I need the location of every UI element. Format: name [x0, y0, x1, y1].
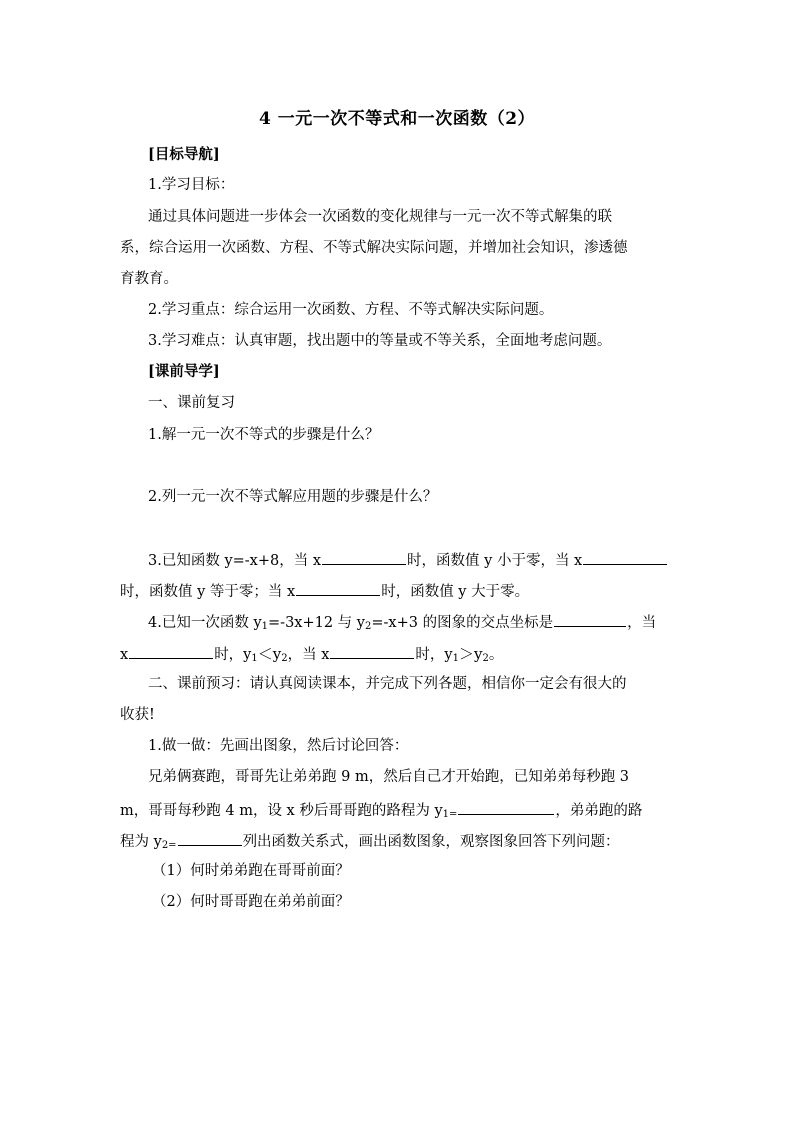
- review-question-3-line2: [120, 580, 680, 602]
- problem-line2-sub: 1=: [442, 809, 458, 820]
- q4-blank-2[interactable]: [129, 643, 213, 659]
- review-heading: 一、课前复习: [148, 395, 235, 411]
- q3-blank-3[interactable]: [296, 580, 380, 596]
- preview-task: 1.做一做：先画出图象，然后讨论回答：: [148, 738, 409, 754]
- sub-question-1: （1）何时弟弟跑在哥哥前面？: [152, 863, 350, 879]
- review-question-4-line1: [148, 611, 680, 633]
- q3-blank-1[interactable]: [322, 549, 406, 565]
- q4-text-j: ＞y: [459, 645, 483, 663]
- review-question-3-line1: [148, 549, 680, 571]
- q4-text-d: ，当: [627, 615, 657, 631]
- problem-line3: [120, 830, 680, 852]
- y2-blank[interactable]: [178, 830, 242, 846]
- section-goal-nav: [目标导航]: [148, 146, 220, 163]
- q4-sub-4: 2: [281, 653, 288, 664]
- section-pre-study: [课前导学]: [148, 363, 220, 380]
- q4-text-e: x: [120, 647, 129, 663]
- goal-2: 2.学习重点：综合运用一次函数、方程、不等式解决实际问题。: [148, 302, 554, 318]
- sub-question-2: （2）何时哥哥跑在弟弟前面？: [152, 894, 350, 910]
- problem-line1: 兄弟俩赛跑，哥哥先让弟弟跑 9 m，然后自己才开始跑，已知弟弟每秒跑 3: [148, 769, 630, 785]
- problem-line2: [120, 799, 680, 821]
- review-question-1: 1.解一元一次不等式的步骤是什么？: [148, 427, 380, 443]
- q4-sub-6: 2: [482, 653, 489, 664]
- goal-1-text-line3: 育教育。: [120, 271, 178, 287]
- problem-line3-text-b: 列出函数关系式，画出函数图象，观察图象回答下列问题：: [242, 834, 620, 850]
- q3-text-b: 时，函数值 y 小于零，当 x: [407, 553, 583, 569]
- q4-text-f: 时，y: [214, 647, 252, 663]
- goal-1-text-line1: 通过具体问题进一步体会一次函数的变化规律与一元一次不等式解集的联: [148, 209, 612, 225]
- q3-text-a: 3.已知函数 y=-x+8，当 x: [148, 553, 322, 569]
- q3-text-d: 时，函数值 y 大于零。: [381, 584, 530, 600]
- q4-text-c: =-x+3 的图象的交点坐标是: [371, 615, 554, 631]
- q4-sub-5: 1: [452, 653, 459, 664]
- goal-1-label: 1.学习目标：: [148, 177, 235, 193]
- q3-blank-2[interactable]: [583, 549, 667, 565]
- q3-text-c: 时，函数值 y 等于零；当 x: [120, 584, 296, 600]
- q4-blank-1[interactable]: [554, 611, 626, 627]
- q4-sub-2: 2: [364, 621, 372, 632]
- y1-blank[interactable]: [458, 799, 554, 815]
- q4-sub-3: 1: [251, 653, 258, 664]
- q4-text-b: =-3x+12 与 y: [268, 615, 365, 631]
- review-question-4-line2: [120, 643, 680, 665]
- preview-heading-line1: 二、课前预习：请认真阅读课本，并完成下列各题，相信你一定会有很大的: [148, 676, 627, 692]
- problem-line2-text-a: m，哥哥每秒跑 4 m，设 x 秒后哥哥跑的路程为 y: [120, 803, 443, 819]
- q4-text-a: 4.已知一次函数 y: [148, 615, 262, 631]
- goal-1-text-line2: 系，综合运用一次函数、方程、不等式解决实际问题，并增加社会知识，渗透德: [120, 240, 628, 256]
- review-question-2: 2.列一元一次不等式解应用题的步骤是什么？: [148, 489, 438, 505]
- problem-line2-text-b: ，弟弟跑的路: [555, 803, 643, 819]
- q4-text-h: ，当 x: [287, 647, 330, 663]
- q4-blank-3[interactable]: [330, 643, 414, 659]
- q4-text-i: 时，y: [415, 647, 453, 663]
- preview-heading-line2: 收获!: [120, 707, 155, 723]
- problem-line3-text-a: 程为 y: [120, 834, 162, 850]
- q4-sub-1: 1: [261, 621, 269, 632]
- q4-text-k: 。: [488, 647, 504, 663]
- page-title: 4 一元一次不等式和一次函数（2）: [258, 109, 536, 129]
- q4-text-g: ＜y: [257, 645, 282, 663]
- goal-3: 3.学习难点：认真审题，找出题中的等量或不等关系，全面地考虑问题。: [148, 333, 612, 349]
- problem-line3-sub: 2=: [161, 840, 177, 851]
